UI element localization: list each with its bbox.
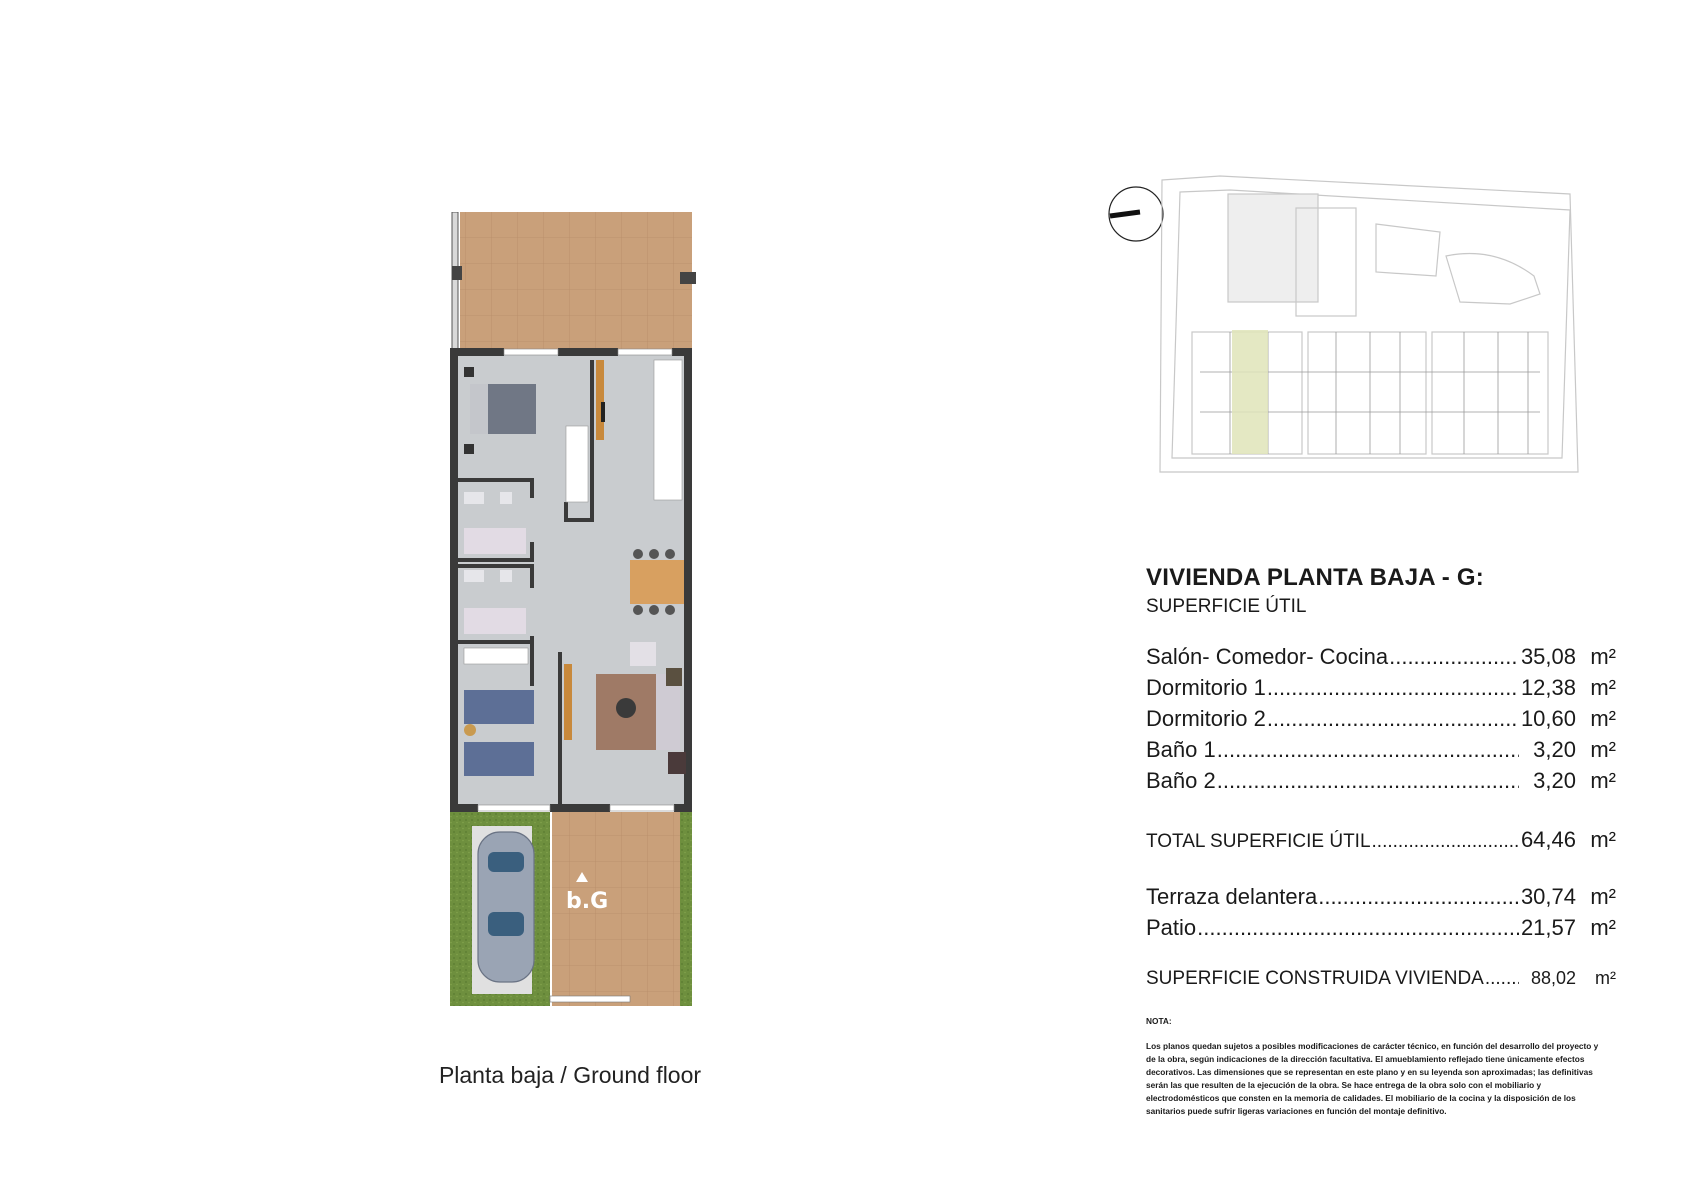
note-heading: NOTA: [1146, 1016, 1172, 1026]
site-outline [1160, 176, 1578, 472]
total-row [1146, 827, 1616, 858]
site-plan [1100, 172, 1600, 492]
note [1146, 1015, 1606, 1118]
built-area-unit: m² [1595, 968, 1616, 988]
exterior-label: Patio [1146, 915, 1197, 940]
room-label: Baño 2 [1146, 768, 1216, 793]
north-arrow-icon [1109, 187, 1163, 241]
room-row [1146, 644, 1616, 675]
area-table [1146, 564, 1616, 1118]
room-value: 3,20 [1533, 737, 1576, 762]
total-label: TOTAL SUPERFICIE ÚTIL [1146, 831, 1371, 852]
room-value: 3,20 [1533, 768, 1576, 793]
room-label: Baño 1 [1146, 737, 1216, 762]
highlighted-unit [1232, 330, 1268, 454]
room-label: Salón- Comedor- Cocina [1146, 644, 1389, 669]
room-row [1146, 706, 1616, 737]
exterior-value: 21,57 [1520, 915, 1576, 940]
exterior-row [1146, 915, 1616, 946]
section-subtitle: SUPERFICIE ÚTIL [1146, 596, 1307, 617]
exterior-row [1146, 884, 1616, 915]
built-area-row [1146, 968, 1616, 999]
room-unit: m² [1590, 768, 1616, 793]
exterior-unit: m² [1590, 884, 1616, 909]
built-area-value: 88,02 [1530, 968, 1576, 988]
exterior-label: Terraza delantera [1146, 884, 1318, 909]
room-label: Dormitorio 1 [1146, 675, 1266, 700]
room-row [1146, 675, 1616, 706]
room-row [1146, 768, 1616, 799]
unit-marker-label: b.G [566, 889, 609, 914]
floor-plan-caption: Planta baja / Ground floor [438, 1062, 702, 1088]
floor-plan [440, 212, 702, 1012]
room-value: 12,38 [1520, 675, 1576, 700]
room-unit: m² [1590, 737, 1616, 762]
room-unit: m² [1590, 644, 1616, 669]
note-text: Los planos quedan sujetos a posibles modificaciones de carácter técnico, en función del desarrollo del proyecto y de la obra, según indicaciones de la dirección facultativa. El amueblamiento reflejado tiene únicamente efectos decorativos. Las dimensiones que se representan en este plano y en su leyenda son aproximadas; las definitivas serán las que resulten de la ejecución de la obra. Se hace entrega de la obra solo con el mobiliario y electrodomésticos que consten en la memoria de calidades. El mobiliario de la cocina y la disposición de los sanitarios puede sufrir ligeras variaciones en función del montaje definitivo. [1146, 1041, 1599, 1116]
room-unit: m² [1590, 706, 1616, 731]
total-unit: m² [1590, 827, 1616, 852]
total-value: 64,46 [1520, 827, 1576, 852]
exterior-unit: m² [1590, 915, 1616, 940]
room-value: 10,60 [1520, 706, 1576, 731]
built-area-label: SUPERFICIE CONSTRUIDA VIVIENDA [1146, 968, 1484, 989]
room-value: 35,08 [1520, 644, 1576, 669]
unit-title: VIVIENDA PLANTA BAJA - G: [1146, 564, 1484, 591]
room-unit: m² [1590, 675, 1616, 700]
room-row [1146, 737, 1616, 768]
car [478, 832, 534, 982]
exterior-value: 30,74 [1520, 884, 1576, 909]
front-terrace [452, 212, 696, 350]
room-label: Dormitorio 2 [1146, 706, 1266, 731]
